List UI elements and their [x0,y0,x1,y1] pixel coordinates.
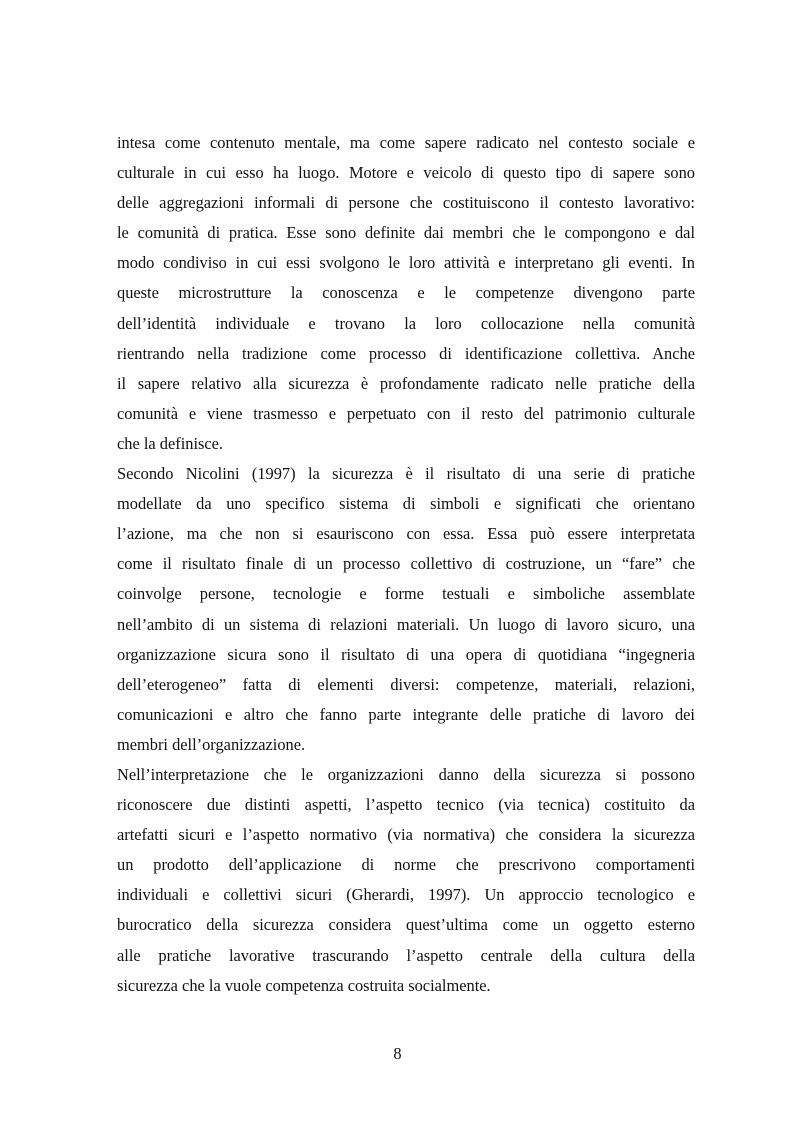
text-line: comunità e viene trasmesso e perpetuato con il resto del patrimonio culturale [117,403,695,423]
text-line: comunicazioni e altro che fanno parte integrante delle pratiche di lavoro dei [117,704,695,724]
text-line: culturale in cui esso ha luogo. Motore e veicolo di questo tipo di sapere sono [117,163,695,183]
page-number: 8 [393,1044,402,1063]
text-line: un prodotto dell’applicazione di norme che prescrivono comportamenti [117,855,695,875]
text-line: le comunità di pratica. Esse sono definite dai membri che le compongono e dal [117,223,695,243]
text-line: nell’ambito di un sistema di relazioni materiali. Un luogo di lavoro sicuro, una [117,614,695,634]
text-line: l’azione, ma che non si esauriscono con essa. Essa può essere interpretata [117,524,695,544]
text-line: rientrando nella tradizione come processo di identificazione collettiva. Anche [117,343,695,363]
text-line: riconoscere due distinti aspetti, l’aspetto tecnico (via tecnica) costituito da [117,795,695,815]
text-line: individuali e collettivi sicuri (Gherardi, 1997). Un approccio tecnologico e [117,885,695,905]
text-line: modellate da uno specifico sistema di simboli e significati che orientano [117,494,695,514]
text-line: dell’identità individuale e trovano la loro collocazione nella comunità [117,313,695,333]
text-line: queste microstrutture la conoscenza e le competenze divengono parte [117,283,695,303]
text-line: delle aggregazioni informali di persone che costituiscono il contesto lavorativo: [117,193,695,213]
text-line: burocratico della sicurezza considera quest’ultima come un oggetto esterno [117,915,695,935]
text-line: organizzazione sicura sono il risultato di una opera di quotidiana “ingegneria [117,644,695,664]
text-line: intesa come contenuto mentale, ma come sapere radicato nel contesto sociale e [117,133,695,152]
text-line: sicurezza che la vuole competenza costruita socialmente. [117,975,491,995]
text-line: coinvolge persone, tecnologie e forme testuali e simboliche assemblate [117,584,695,604]
text-line: Secondo Nicolini (1997) la sicurezza è il risultato di una serie di pratiche [117,464,695,484]
text-line: artefatti sicuri e l’aspetto normativo (via normativa) che considera la sicurezza [117,825,695,845]
text-line: che la definisce. [117,433,224,453]
text-line: il sapere relativo alla sicurezza è profondamente radicato nelle pratiche della [117,373,695,393]
text-line: dell’eterogeneo” fatta di elementi diversi: competenze, materiali, relazioni, [117,674,695,694]
document-body [117,128,695,1001]
text-line: come il risultato finale di un processo collettivo di costruzione, un “fare” che [117,554,695,574]
text-line: alle pratiche lavorative trascurando l’aspetto centrale della cultura della [117,945,695,965]
text-line: Nell’interpretazione che le organizzazioni danno della sicurezza si possono [117,764,695,784]
text-line: membri dell’organizzazione. [117,734,306,754]
text-line: modo condiviso in cui essi svolgono le loro attività e interpretano gli eventi. In [117,253,695,273]
